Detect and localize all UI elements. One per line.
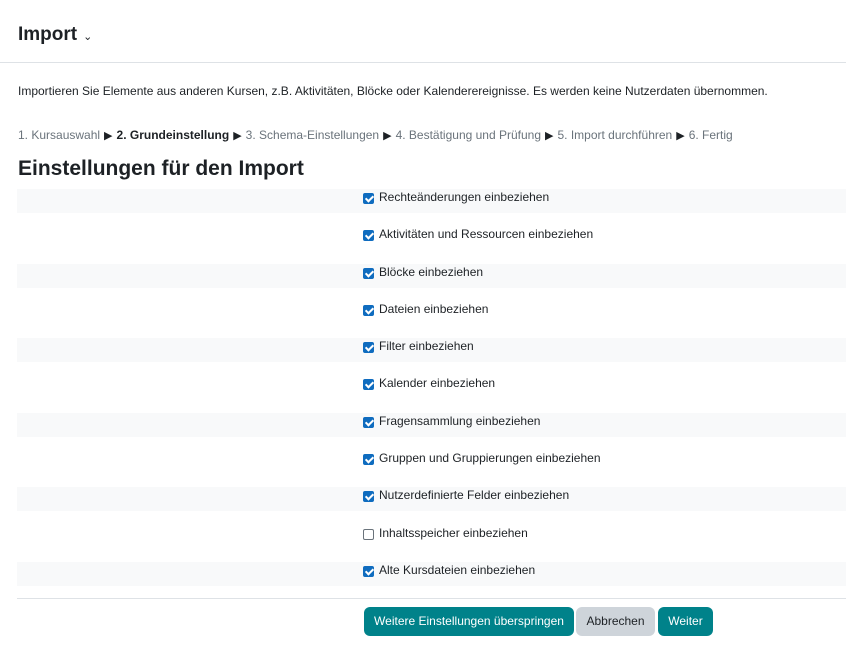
setting-checkbox[interactable] [363,230,374,241]
import-title-dropdown[interactable] [18,24,92,46]
page-title: Import [18,24,78,45]
step-4: 4. Bestätigung und Prüfung [395,128,542,142]
setting-checkbox[interactable] [363,379,374,390]
step-2: 2. Grundeinstellung [116,128,230,142]
setting-checkbox[interactable] [363,417,374,428]
setting-row [17,222,846,259]
step-arrow-icon: ▶ [233,130,242,142]
setting-row [17,483,846,520]
setting-checkbox[interactable] [363,491,374,502]
setting-checkbox[interactable] [363,193,374,204]
setting-label[interactable]: Filter einbeziehen [379,339,474,354]
step-arrow-icon: ▶ [383,130,392,142]
step-arrow-icon: ▶ [676,130,685,142]
setting-row [17,334,846,371]
step-6: 6. Fertig [688,128,733,142]
setting-label[interactable]: Inhaltsspeicher einbeziehen [379,525,528,540]
step-5: 5. Import durchführen [557,128,673,142]
setting-label[interactable]: Blöcke einbeziehen [379,264,484,279]
step-1: 1. Kursauswahl [18,128,101,142]
next-button[interactable]: Weiter [658,607,713,636]
setting-row [17,558,846,595]
section-title: Einstellungen für den Import [18,157,304,180]
chevron-down-icon: ⌄ [83,30,93,43]
setting-checkbox[interactable] [363,454,374,465]
setting-label[interactable]: Kalender einbeziehen [379,376,496,391]
setting-row [17,185,846,222]
settings-list [17,185,846,595]
step-arrow-icon: ▶ [104,130,113,142]
setting-label[interactable]: Fragensammlung einbeziehen [379,413,541,428]
setting-checkbox[interactable] [363,342,374,353]
setting-label[interactable]: Alte Kursdateien einbeziehen [379,562,536,577]
step-progress [18,128,733,142]
setting-label[interactable]: Dateien einbeziehen [379,301,489,316]
skip-settings-button[interactable]: Weitere Einstellungen überspringen [364,607,574,636]
setting-row [17,409,846,446]
setting-checkbox[interactable] [363,566,374,577]
setting-label[interactable]: Nutzerdefinierte Felder einbeziehen [379,488,570,503]
setting-row [17,521,846,558]
setting-checkbox[interactable] [363,305,374,316]
cancel-button[interactable]: Abbrechen [576,607,655,636]
setting-label[interactable]: Aktivitäten und Ressourcen einbeziehen [379,227,594,242]
form-divider [17,598,846,599]
setting-checkbox[interactable] [363,529,374,540]
step-3: 3. Schema-Einstellungen [245,128,380,142]
import-description: Importieren Sie Elemente aus anderen Kursen, z.B. Aktivitäten, Blöcke oder Kalenderereignisse. Es werden keine Nutzerdaten übernommen. [18,84,768,98]
setting-label[interactable]: Gruppen und Gruppierungen einbeziehen [379,451,601,466]
setting-row [17,446,846,483]
step-arrow-icon: ▶ [545,130,554,142]
setting-row [17,371,846,408]
setting-row [17,260,846,297]
setting-checkbox[interactable] [363,268,374,279]
setting-label[interactable]: Rechteänderungen einbeziehen [379,190,550,204]
page-header [0,0,846,63]
setting-row [17,297,846,334]
